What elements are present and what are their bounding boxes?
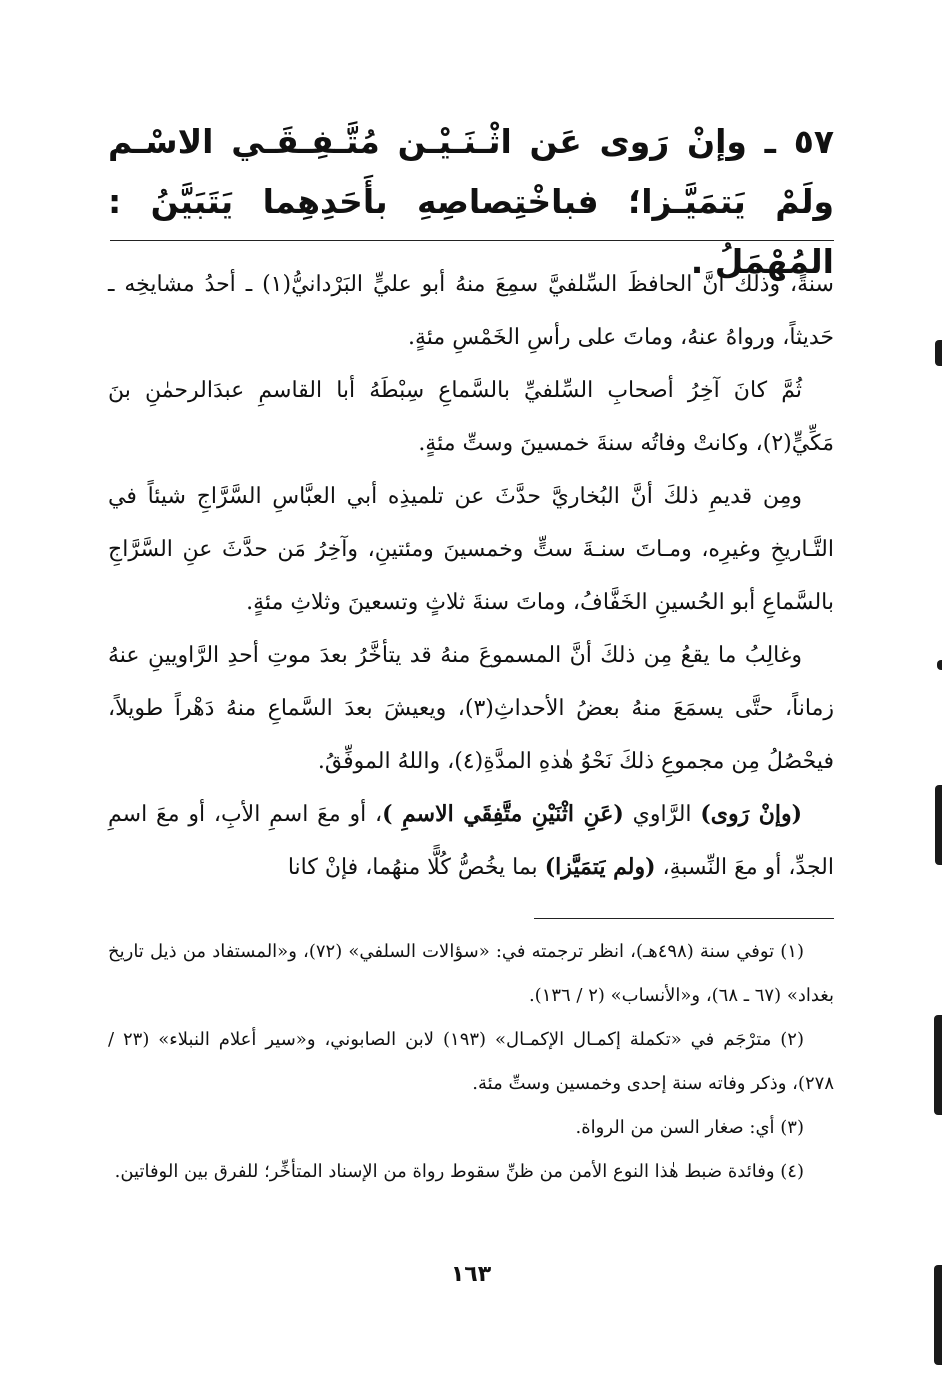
paragraph-4 [108, 629, 834, 788]
paragraph-text: ، أو معَ اسمِ الأبِ، أو معَ اسمِ الجدِّ، أو معَ النِّسبةِ، [108, 802, 834, 880]
paragraph-text: بما يخُصُّ كُلًّا منهُما، فإنْ كانا [287, 855, 545, 880]
scan-edge-mark [937, 660, 942, 670]
paragraph-text: الرَّاوي [623, 802, 701, 827]
paragraph-text: ثُمَّ كانَ آخِرُ أصحابِ السِّلفيِّ بالسَّماعِ سِبْطَهُ أبا القاسمِ عبدَالرحمٰنِ بنَ مَكِّيٍّ(٢)، وكانتْ وفاتُه سنةَ خمسينَ وستِّ مئةٍ. [108, 378, 834, 456]
paragraph-text: سنةً، وذلك أنَّ الحافظَ السِّلفيَّ سمِعَ منهُ أبو عليٍّ البَرْدانيُّ(١) ـ أحدُ مشايخِه ـ حَديثاً، ورواهُ عنهُ، وماتَ على رأسِ الخَمْسِ مئةٍ. [108, 272, 834, 350]
scan-edge-mark [935, 785, 942, 865]
footnote-divider [534, 918, 834, 919]
scan-edge-mark [935, 340, 942, 366]
matn-quote: (وإنْ رَوى) [700, 801, 802, 827]
footnote-4: (٤) وفائدة ضبط هٰذا النوع الأمن من ظنِّ سقوط رواة من الإسناد المتأخِّر؛ للفرق بين الوفاتين. [114, 1161, 804, 1182]
paragraph-text: ومِن قديمِ ذلكَ أنَّ البُخاريَّ حدَّثَ عن تلميذِه أبي العبَّاسِ السَّرَّاجِ شيئاً في التَّـاريخِ وغيرِه، ومـاتَ سنـةَ ستٍّ وخمسينَ ومئتينِ، وآخِرُ مَن حدَّثَ عنِ السَّرَّاجِ بالسَّماعِ أبو الحُسينِ الخَفَّافُ، وماتَ سنةَ ثلاثٍ وتسعينَ وثلاثِ مئةٍ. [108, 484, 834, 615]
paragraph-1 [108, 258, 834, 364]
paragraph-text: وغالِبُ ما يقعُ مِن ذلكَ أنَّ المسموعَ منهُ قد يتأخَّرُ بعدَ موتِ أحدِ الرَّاويينِ عنهُ زماناً، حتَّى يسمَعَ منهُ بعضُ الأحداثِ(٣)، ويعيشَ بعدَ السَّماعِ منهُ دَهْراً طويلاً، فيحْصُلُ مِن مجموعِ ذلكَ نَحْوُ هٰذهِ المدَّةِ(٤)، واللهُ الموفِّقُ. [108, 643, 835, 774]
footnotes [108, 930, 834, 1194]
paragraph-3 [108, 470, 834, 629]
paragraph-5 [108, 788, 834, 894]
footnote-3: (٣) أي: صغار السن من الرواة. [575, 1117, 804, 1138]
scan-edge-mark [934, 1265, 942, 1365]
footnote-1: (١) توفي سنة (٤٩٨هـ)، انظر ترجمته في: «سؤالات السلفي» (٧٢)، و«المستفاد من ذيل تاريخ بغداد» (٦٧ ـ ٦٨)، و«الأنساب» (٢ / ١٣٦). [108, 941, 834, 1006]
paragraph-2 [108, 364, 834, 470]
footnote-2: (٢) مترْجَم في «تكملة إكمـال الإكمـال» (١٩٣) لابن الصابوني، و«سير أعلام النبلاء» (٢٣ / ٢٧٨)، وذكر وفاته سنة إحدى وخمسين وستِّ مئة. [108, 1029, 834, 1094]
matn-quote: (عَنِ اثْنَيْنِ متَّفِقَي الاسمِ ) [382, 801, 624, 827]
scan-edge-mark [934, 1015, 942, 1115]
heading-divider [110, 240, 834, 241]
main-text [108, 258, 834, 894]
matn-quote: (ولم يَتمَيَّزا) [544, 854, 656, 880]
page-number: ١٦٣ [450, 1262, 492, 1287]
section-heading: ٥٧ ـ وإنْ رَوى عَن اثْـنَـيْـن مُتَّـفِـقَـي الاسْـم ولَمْ يَتمَيَّـزا؛ فباخْتِصاصِهِ بأَحَدِهِما يَتَبَيَّنُ : المُهْمَلُ . [108, 122, 834, 281]
